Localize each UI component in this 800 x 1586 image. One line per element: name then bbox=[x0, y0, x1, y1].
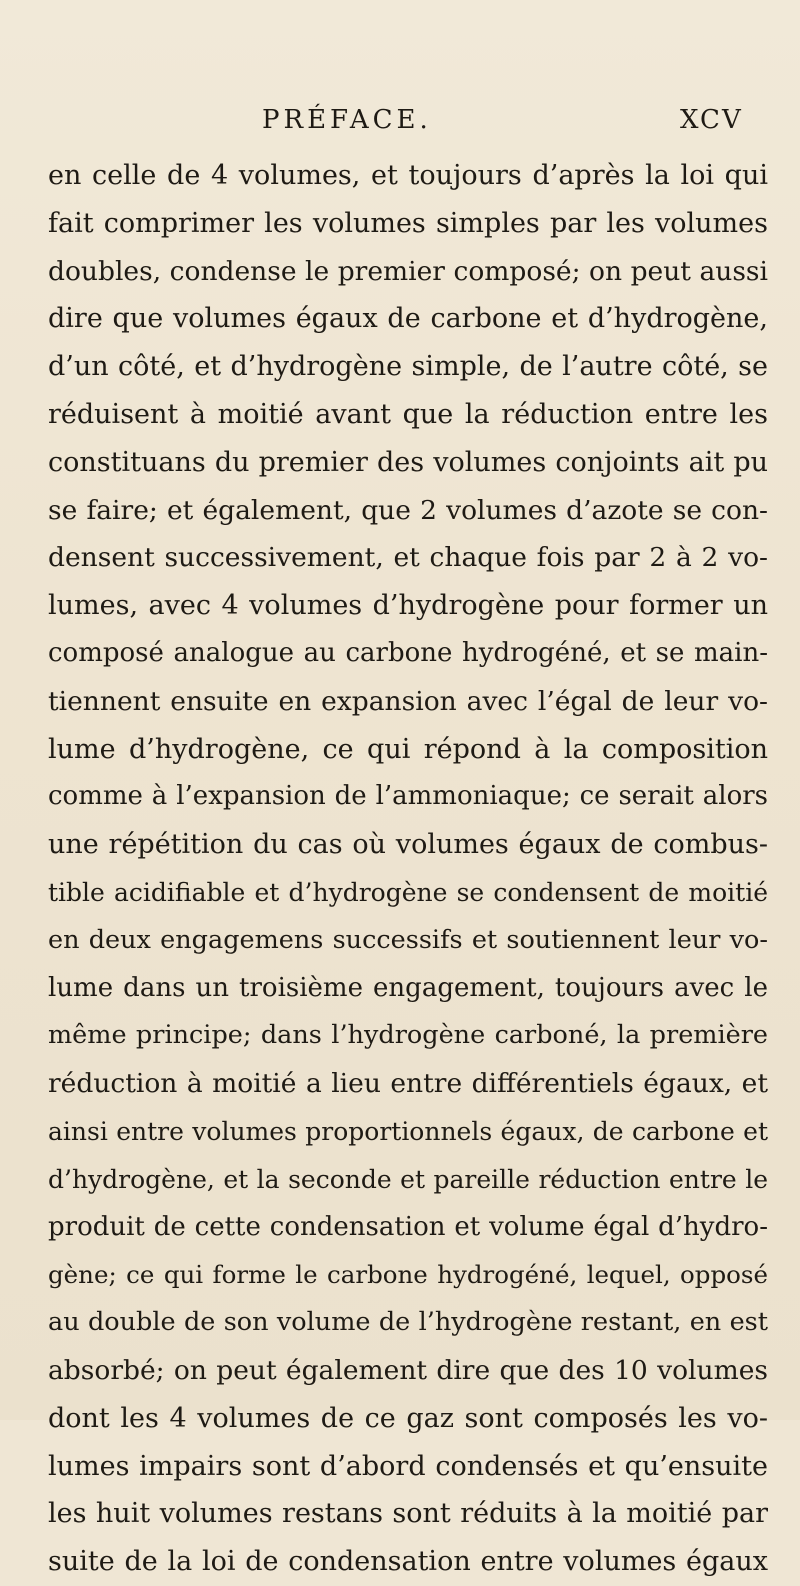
text-line: densent successivement, et chaque fois par 2 à 2 vo- bbox=[48, 542, 768, 574]
body-text bbox=[48, 152, 768, 1586]
text-line: dont les 4 volumes de ce gaz sont composés les vo- bbox=[48, 1402, 768, 1434]
text-line: doubles, condense le premier composé; on peut aussi bbox=[48, 255, 768, 287]
text-line: se faire; et également, que 2 volumes d’azote se con- bbox=[48, 494, 768, 526]
text-line: d’hydrogène, et la seconde et pareille réduction entre le bbox=[48, 1164, 768, 1194]
text-line: produit de cette condensation et volume égal d’hydro- bbox=[48, 1211, 768, 1242]
text-line: lumes, avec 4 volumes d’hydrogène pour former un bbox=[48, 590, 768, 622]
text-line: réduction à moitié a lieu entre différentiels égaux, et bbox=[48, 1068, 768, 1100]
text-line: constituans du premier des volumes conjoints ait pu bbox=[48, 446, 768, 478]
text-line: dire que volumes égaux de carbone et d’hydrogène, bbox=[48, 303, 768, 335]
running-title: PRÉFACE. bbox=[262, 105, 432, 135]
text-line: réduisent à moitié avant que la réduction entre les bbox=[48, 398, 768, 430]
page-number: XCV bbox=[680, 105, 743, 135]
text-line: lume d’hydrogène, ce qui répond à la composition bbox=[48, 733, 768, 765]
text-line: absorbé; on peut également dire que des 10 volumes bbox=[48, 1354, 768, 1386]
text-line: en deux engagemens successifs et soutiennent leur vo- bbox=[48, 924, 768, 955]
text-line: ainsi entre volumes proportionnels égaux, de carbone et bbox=[48, 1116, 768, 1146]
text-line: tible acidifiable et d’hydrogène se condensent de moitié bbox=[48, 877, 768, 907]
text-line: les huit volumes restans sont réduits à la moitié par bbox=[48, 1498, 768, 1530]
text-line: composé analogue au carbone hydrogéné, et se main- bbox=[48, 637, 768, 668]
text-line: une répétition du cas où volumes égaux de combus- bbox=[48, 829, 768, 861]
text-line: même principe; dans l’hydrogène carboné, la première bbox=[48, 1020, 768, 1051]
text-line: au double de son volume de l’hydrogène restant, en est bbox=[48, 1307, 768, 1338]
text-line: lume dans un troisième engagement, toujours avec le bbox=[48, 972, 768, 1003]
running-head bbox=[0, 100, 800, 140]
text-line: gène; ce qui forme le carbone hydrogéné, lequel, opposé bbox=[48, 1260, 768, 1290]
text-line: suite de la loi de condensation entre volumes égaux bbox=[48, 1546, 768, 1578]
text-line: comme à l’expansion de l’ammoniaque; ce serait alors bbox=[48, 781, 768, 812]
text-line: d’un côté, et d’hydrogène simple, de l’autre côté, se bbox=[48, 351, 768, 383]
text-line: fait comprimer les volumes simples par les volumes bbox=[48, 207, 768, 239]
text-line: lumes impairs sont d’abord condensés et qu’ensuite bbox=[48, 1450, 768, 1482]
text-line: en celle de 4 volumes, et toujours d’après la loi qui bbox=[48, 160, 768, 191]
text-line: tiennent ensuite en expansion avec l’égal de leur vo- bbox=[48, 685, 768, 717]
